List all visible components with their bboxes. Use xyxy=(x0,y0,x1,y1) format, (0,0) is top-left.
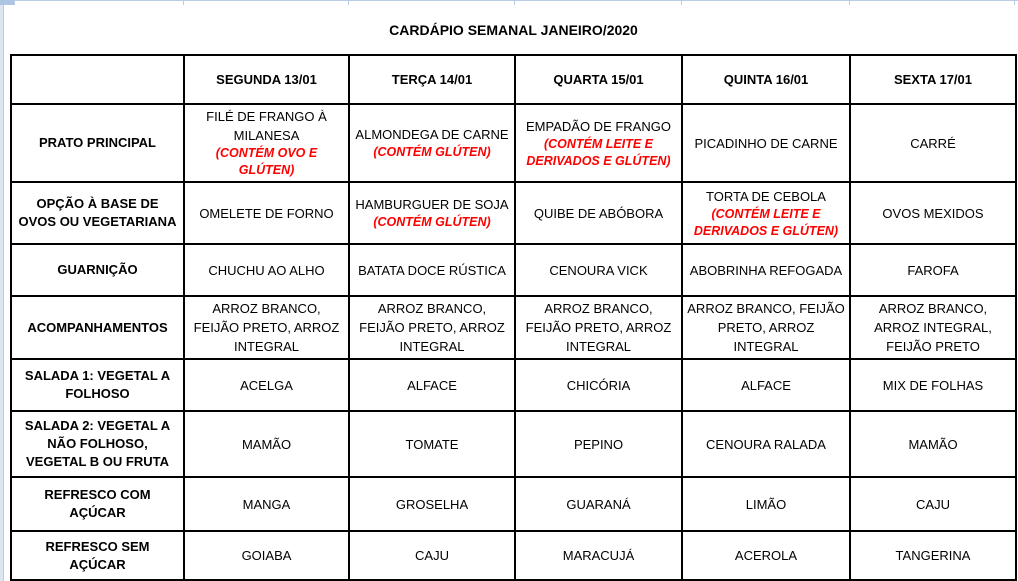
menu-cell[interactable] xyxy=(682,359,850,411)
menu-cell[interactable] xyxy=(349,296,515,359)
dish-text: GOIABA xyxy=(241,548,292,563)
menu-cell[interactable] xyxy=(515,359,682,411)
dish-text: ARROZ BRANCO, FEIJÃO PRETO, ARROZ INTEGRAL xyxy=(359,301,505,354)
dish-text: EMPADÃO DE FRANGO xyxy=(526,118,671,134)
table-row xyxy=(11,411,1016,477)
dish-text: CAJU xyxy=(415,548,449,563)
menu-cell[interactable] xyxy=(349,182,515,244)
excel-gridline-left-line xyxy=(3,0,4,581)
dish-text: TANGERINA xyxy=(895,548,971,563)
row-label: SALADA 2: VEGETAL A NÃO FOLHOSO, VEGETAL B OU FRUTA xyxy=(24,418,171,469)
dish-text: CHICÓRIA xyxy=(566,377,631,393)
menu-cell[interactable] xyxy=(349,531,515,580)
menu-cell[interactable] xyxy=(682,477,850,531)
menu-cell[interactable] xyxy=(515,104,682,182)
menu-cell[interactable] xyxy=(184,359,349,411)
menu-cell[interactable] xyxy=(850,359,1016,411)
menu-cell[interactable] xyxy=(515,531,682,580)
menu-cell[interactable] xyxy=(184,411,349,477)
dish-text: ARROZ BRANCO, ARROZ INTEGRAL, FEIJÃO PRETO xyxy=(874,301,992,354)
dish-text: MAMÃO xyxy=(241,436,292,452)
dish-text: MANGA xyxy=(242,496,291,512)
menu-cell[interactable] xyxy=(184,531,349,580)
menu-cell[interactable] xyxy=(349,477,515,531)
dish-text: ARROZ BRANCO, FEIJÃO PRETO, ARROZ INTEGRAL xyxy=(687,301,845,354)
table-row xyxy=(11,477,1016,531)
menu-cell[interactable] xyxy=(515,411,682,477)
dish-text: ALFACE xyxy=(741,377,791,393)
row-label-cell[interactable] xyxy=(11,359,184,411)
dish-text: TOMATE xyxy=(405,436,459,452)
menu-cell[interactable] xyxy=(850,531,1016,580)
menu-cell[interactable] xyxy=(349,104,515,182)
day-header-label: SEXTA 17/01 xyxy=(893,72,973,87)
menu-cell[interactable] xyxy=(682,531,850,580)
row-label-cell[interactable] xyxy=(11,104,184,182)
menu-cell[interactable] xyxy=(184,182,349,244)
row-label: REFRESCO SEM AÇÚCAR xyxy=(45,538,150,572)
day-header-label: SEGUNDA 13/01 xyxy=(216,72,317,87)
row-label: SALADA 1: VEGETAL A FOLHOSO xyxy=(24,368,171,401)
row-label-cell[interactable] xyxy=(11,182,184,244)
menu-cell[interactable] xyxy=(184,104,349,182)
row-label: PRATO PRINCIPAL xyxy=(38,135,156,150)
allergen-note: (CONTÉM LEITE E DERIVADOS E GLÚTEN) xyxy=(526,136,671,168)
corner-cell[interactable] xyxy=(11,55,184,104)
dish-text: ARROZ BRANCO, FEIJÃO PRETO, ARROZ INTEGRAL xyxy=(193,301,340,354)
menu-cell[interactable] xyxy=(682,104,850,182)
day-header-label: TERÇA 14/01 xyxy=(391,72,473,87)
day-header-quinta[interactable] xyxy=(682,55,850,104)
menu-cell[interactable] xyxy=(682,244,850,296)
day-header-sexta[interactable] xyxy=(850,55,1016,104)
day-header-label: QUINTA 16/01 xyxy=(723,72,809,87)
dish-text: QUIBE DE ABÓBORA xyxy=(533,205,664,221)
table-row xyxy=(11,182,1016,244)
dish-text: ACEROLA xyxy=(734,548,798,563)
dish-text: CENOURA VICK xyxy=(549,262,648,278)
allergen-note: (CONTÉM GLÚTEN) xyxy=(373,145,491,159)
dish-text: CARRÉ xyxy=(910,135,956,151)
allergen-note: (CONTÉM GLÚTEN) xyxy=(373,215,491,229)
menu-cell[interactable] xyxy=(682,296,850,359)
table-row xyxy=(11,531,1016,580)
dish-text: LIMÃO xyxy=(745,496,787,512)
dish-text: MIX DE FOLHAS xyxy=(882,377,984,393)
row-label: GUARNIÇÃO xyxy=(57,262,138,277)
row-label-cell[interactable] xyxy=(11,296,184,359)
menu-cell[interactable] xyxy=(850,411,1016,477)
table-row xyxy=(11,104,1016,182)
menu-cell[interactable] xyxy=(850,244,1016,296)
dish-text: GROSELHA xyxy=(395,496,469,512)
excel-gridline-top xyxy=(0,0,1018,1)
menu-cell[interactable] xyxy=(184,296,349,359)
dish-text: PEPINO xyxy=(573,436,624,452)
dish-text: PICADINHO DE CARNE xyxy=(694,135,838,151)
menu-cell[interactable] xyxy=(850,477,1016,531)
menu-cell[interactable] xyxy=(515,296,682,359)
day-header-label: QUARTA 15/01 xyxy=(553,72,644,87)
menu-cell[interactable] xyxy=(850,104,1016,182)
allergen-note: (CONTÉM OVO E GLÚTEN) xyxy=(215,146,318,177)
dish-text: BATATA DOCE RÚSTICA xyxy=(358,262,506,278)
weekly-menu-table xyxy=(10,5,1017,581)
row-label-cell[interactable] xyxy=(11,411,184,477)
dish-text: ARROZ BRANCO, FEIJÃO PRETO, ARROZ INTEGRAL xyxy=(525,301,672,354)
menu-title-cell[interactable] xyxy=(11,5,1016,55)
dish-text: OVOS MEXIDOS xyxy=(882,205,984,221)
dish-text: ALMONDEGA DE CARNE xyxy=(355,127,509,142)
allergen-note: (CONTÉM LEITE E DERIVADOS E GLÚTEN) xyxy=(693,206,839,238)
dish-text: CAJU xyxy=(916,496,950,512)
menu-cell[interactable] xyxy=(349,359,515,411)
menu-cell[interactable] xyxy=(515,182,682,244)
dish-text: CENOURA RALADA xyxy=(706,436,826,452)
row-label-cell[interactable] xyxy=(11,531,184,580)
dish-text: MARACUJÁ xyxy=(562,548,635,563)
day-header-terca[interactable] xyxy=(349,55,515,104)
dish-text: FAROFA xyxy=(907,262,959,278)
row-label-cell[interactable] xyxy=(11,244,184,296)
table-row xyxy=(11,244,1016,296)
row-label: ACOMPANHAMENTOS xyxy=(27,319,168,335)
menu-cell[interactable] xyxy=(184,477,349,531)
menu-cell[interactable] xyxy=(515,244,682,296)
menu-cell[interactable] xyxy=(850,182,1016,244)
menu-title: CARDÁPIO SEMANAL JANEIRO/2020 xyxy=(389,21,638,38)
dish-text: ACELGA xyxy=(240,377,293,393)
day-header-quarta[interactable] xyxy=(515,55,682,104)
menu-cell[interactable] xyxy=(850,296,1016,359)
table-row xyxy=(11,359,1016,411)
menu-cell[interactable] xyxy=(682,182,850,244)
row-label-cell[interactable] xyxy=(11,477,184,531)
dish-text: HAMBURGUER DE SOJA xyxy=(355,197,509,212)
menu-cell[interactable] xyxy=(682,411,850,477)
menu-cell[interactable] xyxy=(349,244,515,296)
dish-text: GUARANÁ xyxy=(566,496,631,512)
dish-text: MAMÃO xyxy=(908,436,958,452)
dish-text: OMELETE DE FORNO xyxy=(199,205,334,221)
day-header-segunda[interactable] xyxy=(184,55,349,104)
menu-cell[interactable] xyxy=(515,477,682,531)
row-label: OPÇÃO À BASE DE OVOS OU VEGETARIANA xyxy=(18,196,177,229)
dish-text: CHUCHU AO ALHO xyxy=(208,262,325,278)
table-row xyxy=(11,296,1016,359)
dish-text: ABOBRINHA REFOGADA xyxy=(689,262,843,278)
menu-cell[interactable] xyxy=(349,411,515,477)
row-label: REFRESCO COM AÇÚCAR xyxy=(44,487,151,520)
dish-text: FILÉ DE FRANGO À MILANESA xyxy=(206,109,327,143)
dish-text: ALFACE xyxy=(407,377,457,393)
dish-text: TORTA DE CEBOLA xyxy=(706,188,826,204)
menu-cell[interactable] xyxy=(184,244,349,296)
